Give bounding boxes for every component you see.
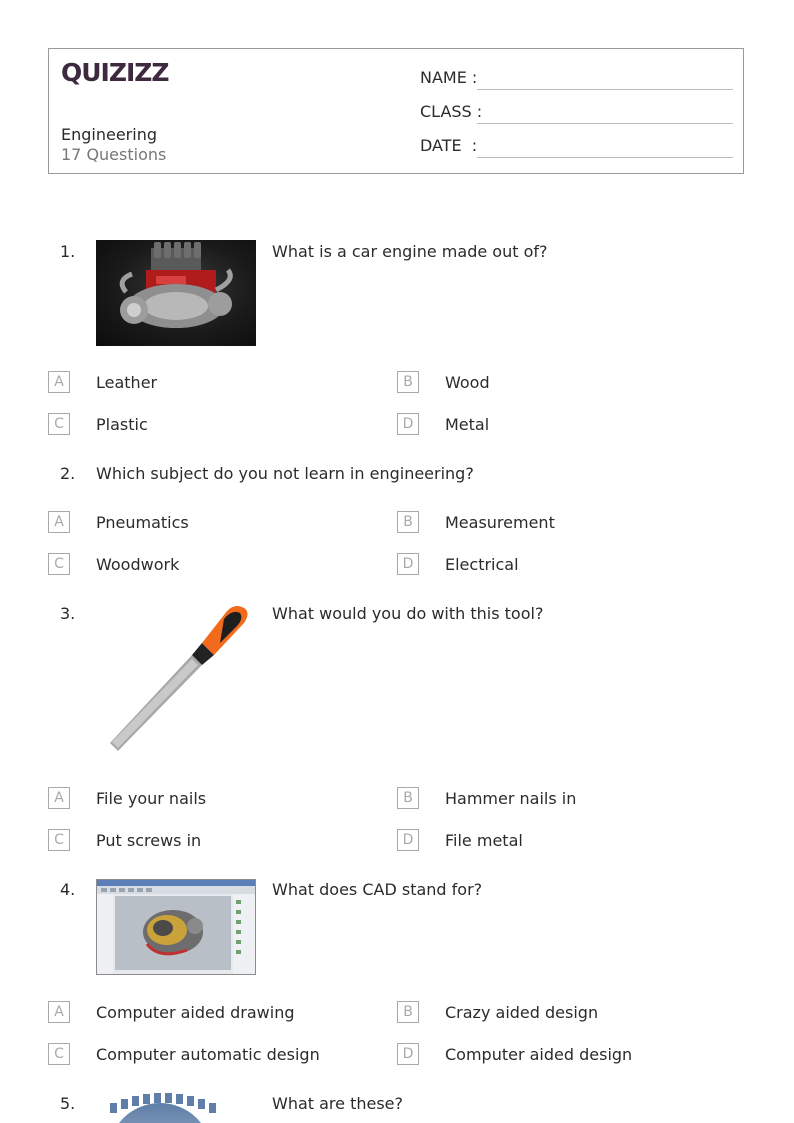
option-c-text: Woodwork bbox=[96, 555, 180, 574]
question-text: What would you do with this tool? bbox=[272, 604, 544, 623]
option-c-text: Computer automatic design bbox=[96, 1045, 320, 1064]
option-d-box[interactable]: D bbox=[397, 829, 419, 851]
question-text: What does CAD stand for? bbox=[272, 880, 483, 899]
option-b-box[interactable]: B bbox=[397, 787, 419, 809]
question-number: 2. bbox=[60, 464, 76, 483]
quizizz-logo: QUIZIZZ bbox=[61, 58, 169, 87]
option-a-text: Leather bbox=[96, 373, 158, 392]
option-a-text: File your nails bbox=[96, 789, 207, 808]
question-number: 4. bbox=[60, 880, 76, 899]
class-field[interactable] bbox=[477, 123, 733, 124]
option-d-box[interactable]: D bbox=[397, 1043, 419, 1065]
option-c-box[interactable]: C bbox=[48, 1043, 70, 1065]
option-b-box[interactable]: B bbox=[397, 1001, 419, 1023]
option-d-box[interactable]: D bbox=[397, 413, 419, 435]
option-d-text: Metal bbox=[445, 415, 490, 434]
option-d-text: Computer aided design bbox=[445, 1045, 633, 1064]
option-c-text: Put screws in bbox=[96, 831, 202, 850]
question-number: 1. bbox=[60, 242, 76, 261]
date-field[interactable] bbox=[477, 157, 733, 158]
gears-image bbox=[96, 1093, 226, 1123]
option-c-text: Plastic bbox=[96, 415, 148, 434]
option-d-text: File metal bbox=[445, 831, 523, 850]
option-c-box[interactable]: C bbox=[48, 829, 70, 851]
option-b-text: Hammer nails in bbox=[445, 789, 577, 808]
option-c-box[interactable]: C bbox=[48, 413, 70, 435]
class-label: CLASS : bbox=[420, 102, 483, 121]
question-count: 17 Questions bbox=[61, 145, 167, 164]
option-b-text: Crazy aided design bbox=[445, 1003, 599, 1022]
option-b-text: Wood bbox=[445, 373, 490, 392]
cad-software-image bbox=[96, 879, 256, 975]
question-text: What are these? bbox=[272, 1094, 404, 1113]
option-d-box[interactable]: D bbox=[397, 553, 419, 575]
question-number: 3. bbox=[60, 604, 76, 623]
option-b-box[interactable]: B bbox=[397, 371, 419, 393]
option-a-text: Pneumatics bbox=[96, 513, 189, 532]
worksheet-title: Engineering bbox=[61, 125, 157, 144]
file-tool-image bbox=[96, 603, 256, 755]
question-text: Which subject do you not learn in engineering? bbox=[96, 464, 474, 483]
option-b-box[interactable]: B bbox=[397, 511, 419, 533]
car-engine-image bbox=[96, 240, 256, 346]
option-a-box[interactable]: A bbox=[48, 511, 70, 533]
option-a-box[interactable]: A bbox=[48, 371, 70, 393]
name-field[interactable] bbox=[477, 89, 733, 90]
option-a-box[interactable]: A bbox=[48, 787, 70, 809]
option-b-text: Measurement bbox=[445, 513, 555, 532]
option-a-text: Computer aided drawing bbox=[96, 1003, 295, 1022]
date-label: DATE : bbox=[420, 136, 478, 155]
question-text: What is a car engine made out of? bbox=[272, 242, 548, 261]
option-c-box[interactable]: C bbox=[48, 553, 70, 575]
option-d-text: Electrical bbox=[445, 555, 519, 574]
question-number: 5. bbox=[60, 1094, 76, 1113]
option-a-box[interactable]: A bbox=[48, 1001, 70, 1023]
name-label: NAME : bbox=[420, 68, 478, 87]
